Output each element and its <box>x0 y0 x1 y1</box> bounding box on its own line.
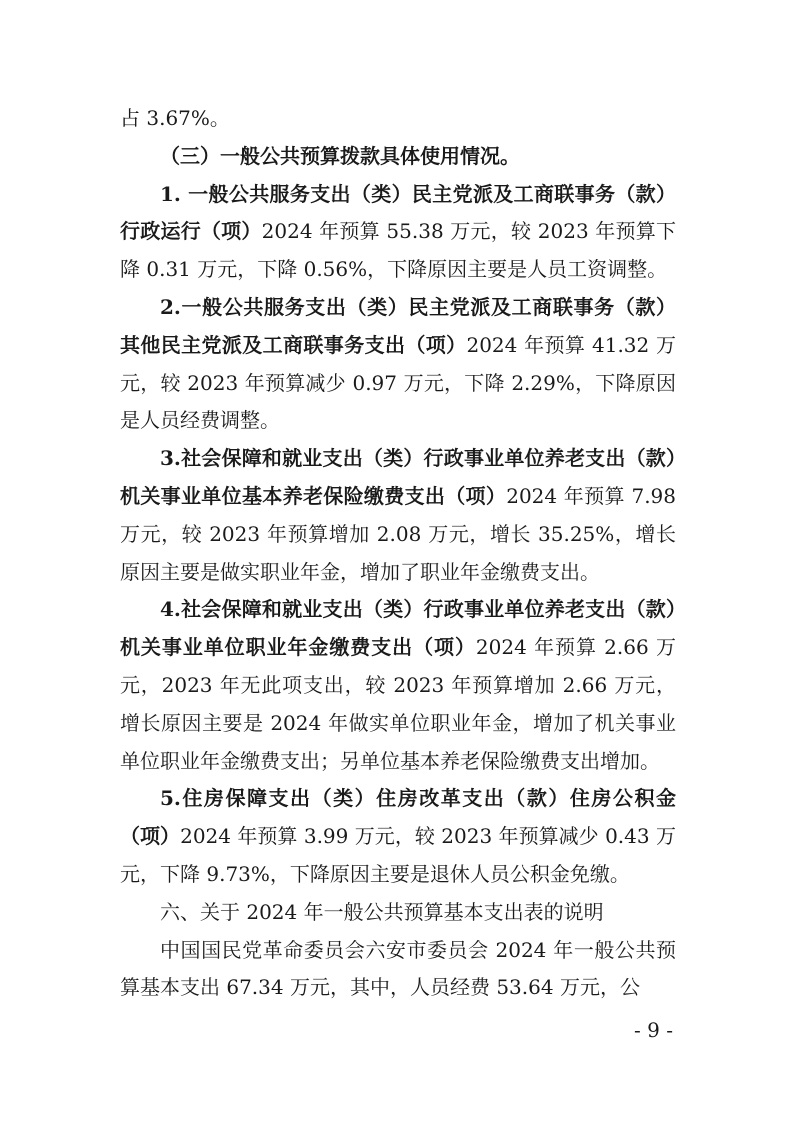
item-paragraph-2 <box>120 289 676 440</box>
paragraph-text: 中国国民党革命委员会六安市委员会 2024 年一般公共预算基本支出 67.34 万元，其中，人员经费 53.64 万元，公 <box>120 937 676 1000</box>
item-title: 1. 一般公共服务支出（类）民主党派及工商联事务（款）行政运行（项） <box>120 181 676 244</box>
paragraph-text: 占 3.67%。 <box>120 106 230 130</box>
document-body <box>120 100 676 1007</box>
item-text: 2024 年预算 41.32 万元，较 2023 年预算减少 0.97 万元，下降 2.29%，下降原因是人员经费调整。 <box>120 332 676 433</box>
item-paragraph-5 <box>120 780 676 893</box>
item-text: 2024 年预算 7.98 万元，较 2023 年预算增加 2.08 万元，增长 35.25%，增长原因主要是做实职业年金，增加了职业年金缴费支出。 <box>120 483 676 584</box>
item-paragraph-3 <box>120 440 676 591</box>
chapter-heading <box>120 894 676 932</box>
item-text: 2024 年预算 55.38 万元，较 2023 年预算下降 0.31 万元，下降 0.56%，下降原因主要是人员工资调整。 <box>120 219 676 282</box>
chapter-heading-text: 六、关于 2024 年一般公共预算基本支出表的说明 <box>160 899 604 924</box>
item-paragraph-1 <box>120 176 676 289</box>
item-title: 2.一般公共服务支出（类）民主党派及工商联事务（款）其他民主党派及工商联事务支出（项） <box>120 294 676 357</box>
item-title: 4.社会保障和就业支出（类）行政事业单位养老支出（款）机关事业单位职业年金缴费支出（项） <box>120 597 676 660</box>
item-title: 3.社会保障和就业支出（类）行政事业单位养老支出（款）机关事业单位基本养老保险缴费支出（项） <box>120 446 676 508</box>
continuation-paragraph <box>120 100 676 138</box>
item-title: 5.住房保障支出（类）住房改革支出（款）住房公积金（项） <box>120 786 676 849</box>
body-paragraph <box>120 932 676 1008</box>
section-heading-text: （三）一般公共预算拨款具体使用情况。 <box>160 143 520 168</box>
item-paragraph-4 <box>120 591 676 780</box>
item-text: 2024 年预算 3.99 万元，较 2023 年预算减少 0.43 万元，下降 9.73%，下降原因主要是退休人员公积金免缴。 <box>120 824 676 886</box>
section-heading <box>120 138 676 176</box>
item-text: 2024 年预算 2.66 万元，2023 年无此项支出，较 2023 年预算增加 2.66 万元，增长原因主要是 2024 年做实单位职业年金，增加了机关事业单位职业年金缴费支出；另单位基本养老保险缴费支出增加。 <box>120 635 676 773</box>
page-number: - 9 - <box>634 1018 673 1042</box>
